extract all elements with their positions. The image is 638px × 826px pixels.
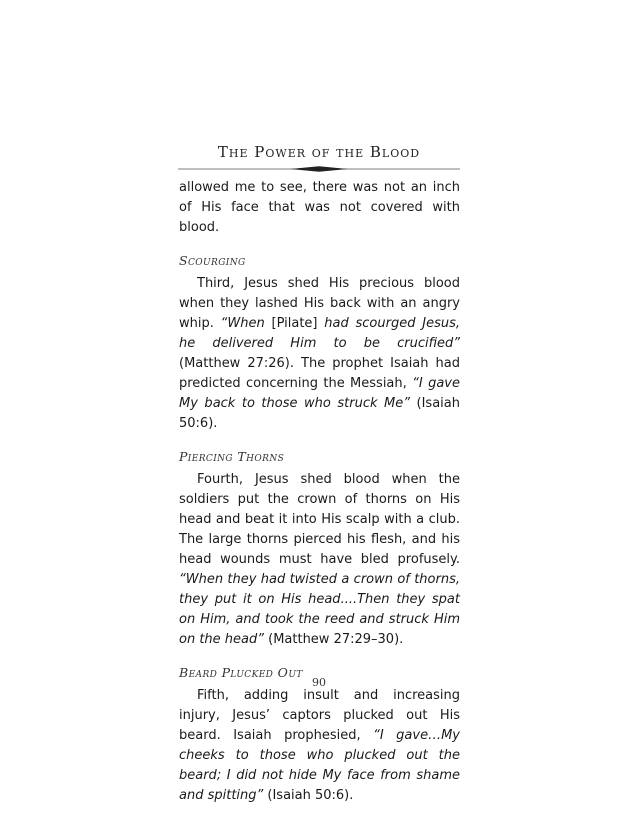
scripture-quote: had scourged Jesus, he delivered Him to be crucified”: [179, 316, 461, 351]
scripture-quote: “When they had twisted a crown of thorns, they put it on His head....Then they spat on Him, and took the reed and struck Him on the head”: [179, 572, 460, 647]
paragraph-beard-plucked-out: [179, 686, 460, 806]
text-run: (Isaiah 50:6).: [179, 396, 460, 431]
scripture-quote: “I gave My back to those who struck Me”: [179, 376, 460, 411]
scripture-quote: “When: [220, 316, 272, 331]
text-run: [Pilate]: [271, 316, 318, 331]
text-run: (Isaiah 50:6).: [263, 788, 354, 803]
text-run: Fourth, Jesus shed blood when the soldiers put the crown of thorns on His head and beat it into His scalp with a club. The large thorns pierced his flesh, and his head wounds must have bled profusely.: [179, 472, 460, 567]
section-heading-beard-plucked-out: Beard Plucked Out: [179, 665, 303, 680]
text-run: Third, Jesus shed His precious blood when they lashed His back with an angry whip.: [179, 276, 460, 331]
running-head: The Power of the Blood: [217, 143, 421, 161]
ornamental-rule: [178, 166, 460, 172]
section-heading-scourging: Scourging: [179, 253, 246, 268]
text-run: Fifth, adding insult and increasing injury, Jesus’ captors plucked out His beard. Isaiah prophesied,: [179, 688, 460, 743]
page-number: 90: [312, 676, 326, 689]
section-heading-piercing-thorns: Piercing Thorns: [179, 449, 285, 464]
page-body: [179, 178, 460, 806]
continuation-paragraph: allowed me to see, there was not an inch of His face that was not covered with blood.: [179, 180, 460, 235]
paragraph-scourging: [179, 274, 460, 434]
text-run: (Matthew 27:29–30).: [263, 632, 404, 647]
paragraph-piercing-thorns: [179, 470, 460, 650]
scripture-quote: “I gave…My cheeks to those who plucked out the beard; I did not hide My face from shame and spitting”: [179, 728, 460, 803]
text-run: (Matthew 27:26). The prophet Isaiah had predicted concerning the Messiah,: [179, 356, 460, 391]
